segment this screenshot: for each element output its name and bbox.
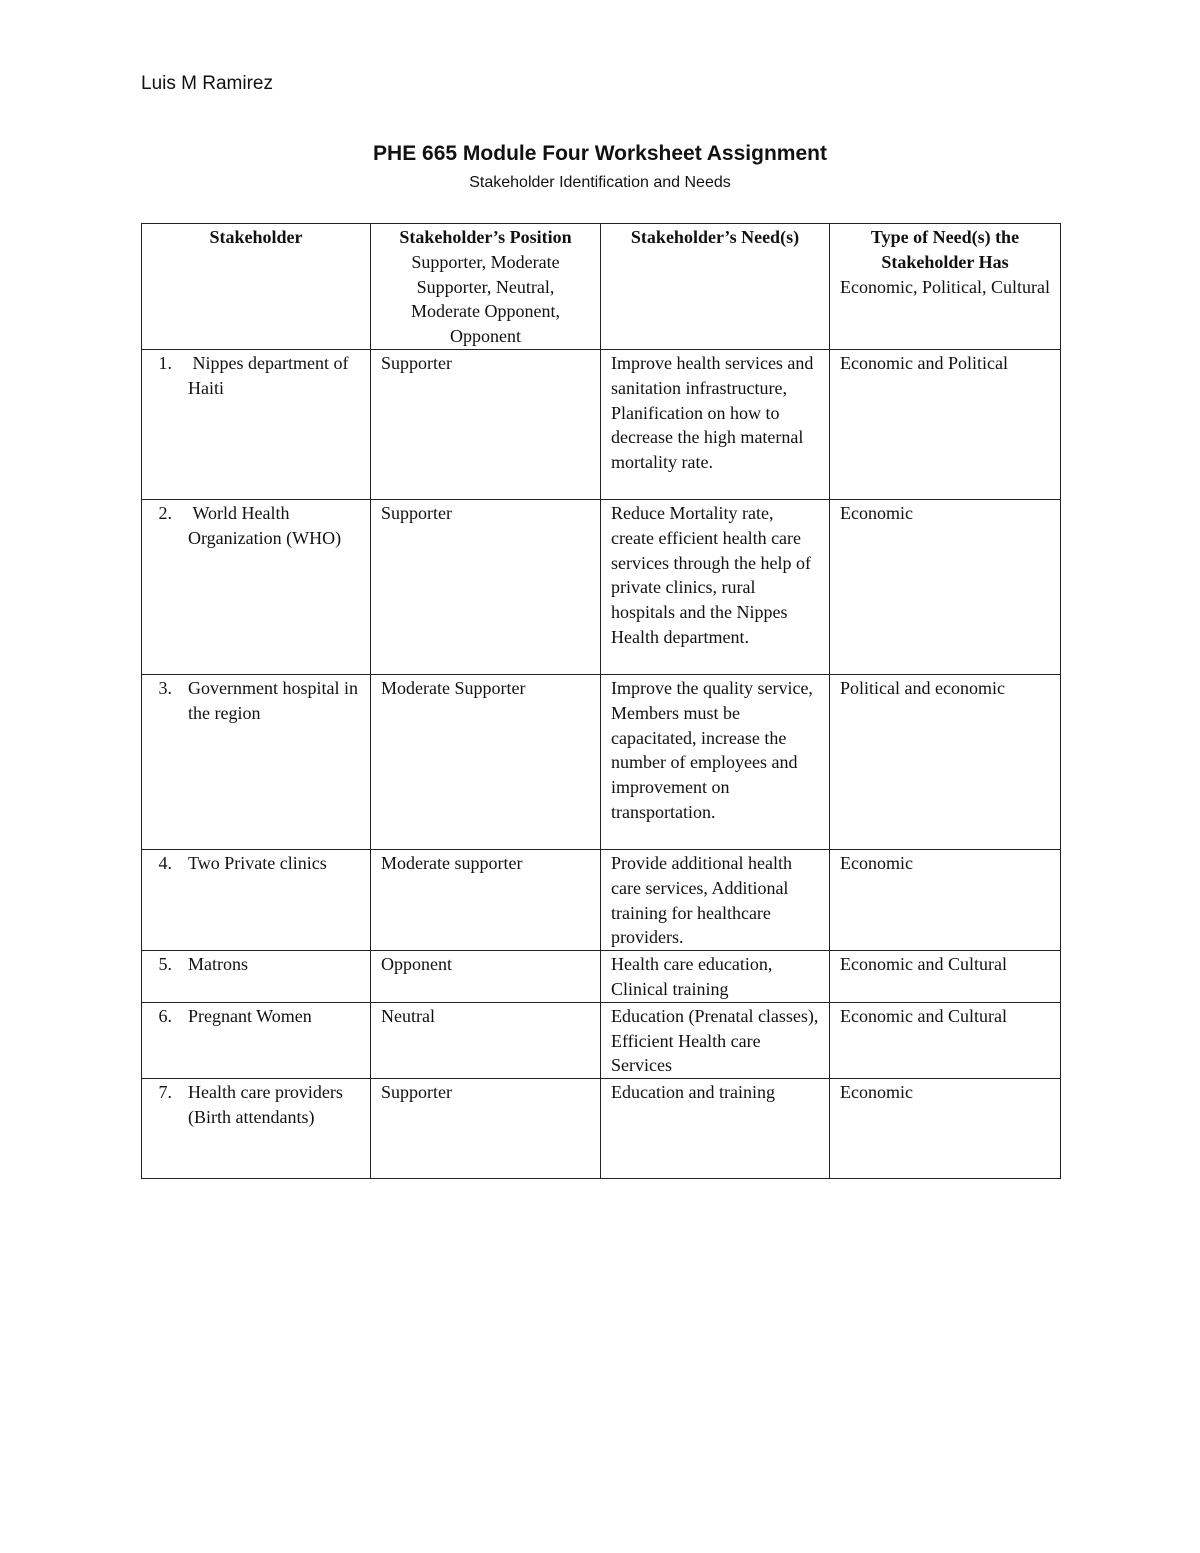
- need-type-cell: Economic: [830, 499, 1061, 674]
- column-header-needs: [601, 224, 830, 350]
- column-header-label: Stakeholder’s Need(s): [630, 227, 800, 247]
- column-header-position: [371, 224, 601, 350]
- row-number: 6.: [158, 1005, 172, 1026]
- table-row: [142, 1002, 1061, 1078]
- stakeholder-cell: [142, 849, 371, 950]
- position-cell: Supporter: [371, 499, 601, 674]
- need-type-cell: Economic and Cultural: [830, 1002, 1061, 1078]
- need-type-cell: Economic and Political: [830, 349, 1061, 499]
- row-number: 1.: [158, 352, 172, 373]
- table-header-row: [142, 224, 1061, 350]
- stakeholder-cell: [142, 1002, 371, 1078]
- row-number: 3.: [158, 677, 172, 698]
- stakeholder-cell: [142, 1079, 371, 1179]
- needs-cell: Education and training: [601, 1079, 830, 1179]
- row-number: 2.: [158, 502, 172, 523]
- needs-cell: Health care education, Clinical training: [601, 951, 830, 1003]
- position-cell: Opponent: [371, 951, 601, 1003]
- stakeholder-name: Health care providers (Birth attendants): [188, 1082, 343, 1127]
- stakeholder-name: Two Private clinics: [188, 852, 327, 873]
- column-header-label: Stakeholder: [209, 227, 303, 247]
- need-type-cell: Political and economic: [830, 674, 1061, 849]
- needs-cell: Reduce Mortality rate, create efficient health care services through the help of private clinics, rural hospitals and the Nippes Health department.: [601, 499, 830, 674]
- position-cell: Supporter: [371, 1079, 601, 1179]
- need-type-cell: Economic: [830, 849, 1061, 950]
- stakeholder-cell: [142, 951, 371, 1003]
- needs-cell: Improve the quality service, Members must be capacitated, increase the number of employees and improvement on transportation.: [601, 674, 830, 849]
- stakeholder-name: Government hospital in the region: [188, 677, 358, 723]
- column-header-options: Supporter, Moderate Supporter, Neutral, Moderate Opponent, Opponent: [411, 251, 560, 347]
- needs-cell: Education (Prenatal classes), Efficient Health care Services: [601, 1002, 830, 1078]
- position-cell: Moderate Supporter: [371, 674, 601, 849]
- table-row: [142, 349, 1061, 499]
- need-type-cell: Economic and Cultural: [830, 951, 1061, 1003]
- column-header-need-type: [830, 224, 1061, 350]
- table-row: [142, 499, 1061, 674]
- row-number: 7.: [158, 1082, 172, 1103]
- table-row: [142, 849, 1061, 950]
- needs-cell: Provide additional health care services, Additional training for healthcare providers.: [601, 849, 830, 950]
- document-subtitle: Stakeholder Identification and Needs: [469, 174, 731, 191]
- stakeholder-table: [141, 223, 1061, 1179]
- row-number: 5.: [158, 954, 172, 975]
- row-number: 4.: [158, 852, 172, 873]
- stakeholder-name: World Health Organization (WHO): [188, 502, 342, 548]
- author-name: Luis M Ramirez: [141, 73, 273, 94]
- column-header-label: Stakeholder’s Position: [399, 227, 572, 247]
- table-row: [142, 951, 1061, 1003]
- column-header-options: Economic, Political, Cultural: [840, 276, 1050, 297]
- table-row: [142, 1079, 1061, 1179]
- position-cell: Moderate supporter: [371, 849, 601, 950]
- table-row: [142, 674, 1061, 849]
- position-cell: Neutral: [371, 1002, 601, 1078]
- document-title: PHE 665 Module Four Worksheet Assignment: [373, 142, 827, 165]
- position-cell: Supporter: [371, 349, 601, 499]
- stakeholder-name: Nippes department of Haiti: [188, 352, 353, 398]
- needs-cell: Improve health services and sanitation infrastructure, Planification on how to decrease the high maternal mortality rate.: [601, 349, 830, 499]
- stakeholder-name: Pregnant Women: [188, 1005, 312, 1026]
- column-header-stakeholder: [142, 224, 371, 350]
- stakeholder-name: Matrons: [188, 954, 248, 975]
- column-header-label: Type of Need(s) the Stakeholder Has: [870, 227, 1020, 272]
- stakeholder-cell: [142, 674, 371, 849]
- stakeholder-cell: [142, 349, 371, 499]
- need-type-cell: Economic: [830, 1079, 1061, 1179]
- stakeholder-cell: [142, 499, 371, 674]
